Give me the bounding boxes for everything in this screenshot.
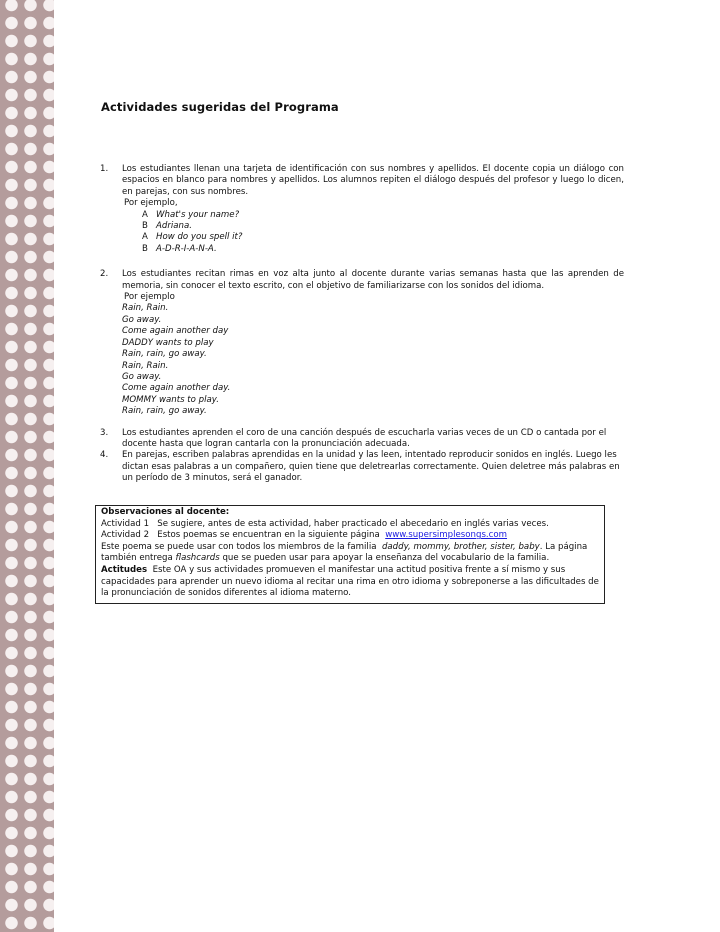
rhyme-line: DADDY wants to play [122,337,214,348]
page-title: Actividades sugeridas del Programa [101,100,339,114]
flashcards-post: que se pueden usar para apoyar la enseñanza del vocabulario de la familia. [222,553,550,564]
note-label: Actividad 2 [101,530,150,541]
note-attitudes [101,565,601,600]
flashcards-pre: La página también entrega [101,541,588,564]
dialog-speaker: B [142,221,148,232]
rhyme-line: Go away. [122,314,162,325]
dialog [142,210,624,256]
decorative-sidebar [0,0,60,932]
activity-text: Los estudiantes aprenden el coro de una canción después de escucharla varias veces de un CD o cantada por el docente hasta que logran cantarla con la pronunciación adecuada. [122,427,607,449]
activity-number: 4. [100,450,109,461]
family-words: daddy, mommy, brother, sister, baby [381,541,540,552]
activity-text: Los estudiantes recitan rimas en voz alta junto al docente durante varias semanas hasta que las aprenden de memoria, sin conocer el texto escrito, con el objetivo de familiarizarse con los sonidos del idioma. [122,269,624,291]
note-text: Se sugiere, antes de esta actividad, haber practicado el abecedario en inglés varias veces. [157,518,549,529]
family-text: Este poema se puede usar con todos los miembros de la familia [101,541,377,552]
sidebar-dot-pattern [2,0,60,932]
activity-2 [100,269,624,417]
example-label: Por ejemplo, [124,198,178,209]
teacher-notes-box [95,505,605,604]
activity-number: 2. [100,269,109,280]
songs-link[interactable]: www.supersimplesongs.com [385,530,508,541]
dialog-text: What's your name? [156,209,240,220]
note-activity-2 [101,530,601,542]
activity-number: 1. [100,164,109,174]
dialog-line [142,244,624,255]
dialog-line [142,232,624,243]
notes-heading: Observaciones al docente: [101,507,230,517]
rhyme-line: MOMMY wants to play. [122,394,219,405]
rhyme-line: Rain, rain, go away. [122,406,207,417]
dialog-text: How do you spell it? [156,232,243,243]
activity-3 [100,428,624,451]
rhyme-line: Go away. [122,371,162,382]
dialog-speaker: A [142,232,148,243]
rhyme-line: Come again another day [122,326,229,337]
rhyme-line: Rain, Rain. [122,303,169,314]
dialog-line [142,221,624,232]
note-activity-1 [101,519,601,531]
example-label: Por ejemplo [124,292,175,303]
activity-4 [100,450,624,484]
activity-number: 3. [100,427,109,438]
rhyme-line: Rain, Rain. [122,360,169,371]
activity-1 [100,164,624,255]
note-text: Estos poemas se encuentran en la siguiente página [157,530,380,541]
note-family [101,542,601,565]
dialog-speaker: B [142,243,148,254]
flashcards-word: flashcards [175,553,220,564]
dialog-text: Adriana. [156,221,192,232]
activity-text: Los estudiantes llenan una tarjeta de identificación con sus nombres y apellidos. El docente copia un diálogo con espacios en blanco para nombres y apellidos. Los alumnos repiten el diálogo después del profesor y luego lo dicen, en parejas, con sus nombres. [122,164,624,197]
activity-text: En parejas, escriben palabras aprendidas en la unidad y las leen, intentado reproducir sonidos en inglés. Luego les dictan esas palabras a un compañero, quien tiene que deletrearlas correctamente. Quien deletree más palabras en un período de 3 minutos, será el ganador. [122,450,620,484]
dialog-text: A-D-R-I-A-N-A. [156,243,217,254]
dialog-line [142,210,624,221]
activities-list [100,164,624,485]
dialog-speaker: A [142,209,148,220]
note-label: Actividad 1 [101,518,150,529]
attitudes-label: Actitudes [101,564,148,575]
rhyme-line: Rain, rain, go away. [122,349,207,360]
rhyme-line: Come again another day. [122,383,231,394]
attitudes-text: Este OA y sus actividades promueven el manifestar una actitud positiva frente a sí mismo y sus capacidades para aprender un nuevo idioma al recitar una rima en otro idioma y sobreponerse a las dificultades de la pronunciación de sonidos diferentes al idioma materno. [101,564,599,599]
sidebar-edge [54,0,60,932]
family-end: . [539,541,543,552]
